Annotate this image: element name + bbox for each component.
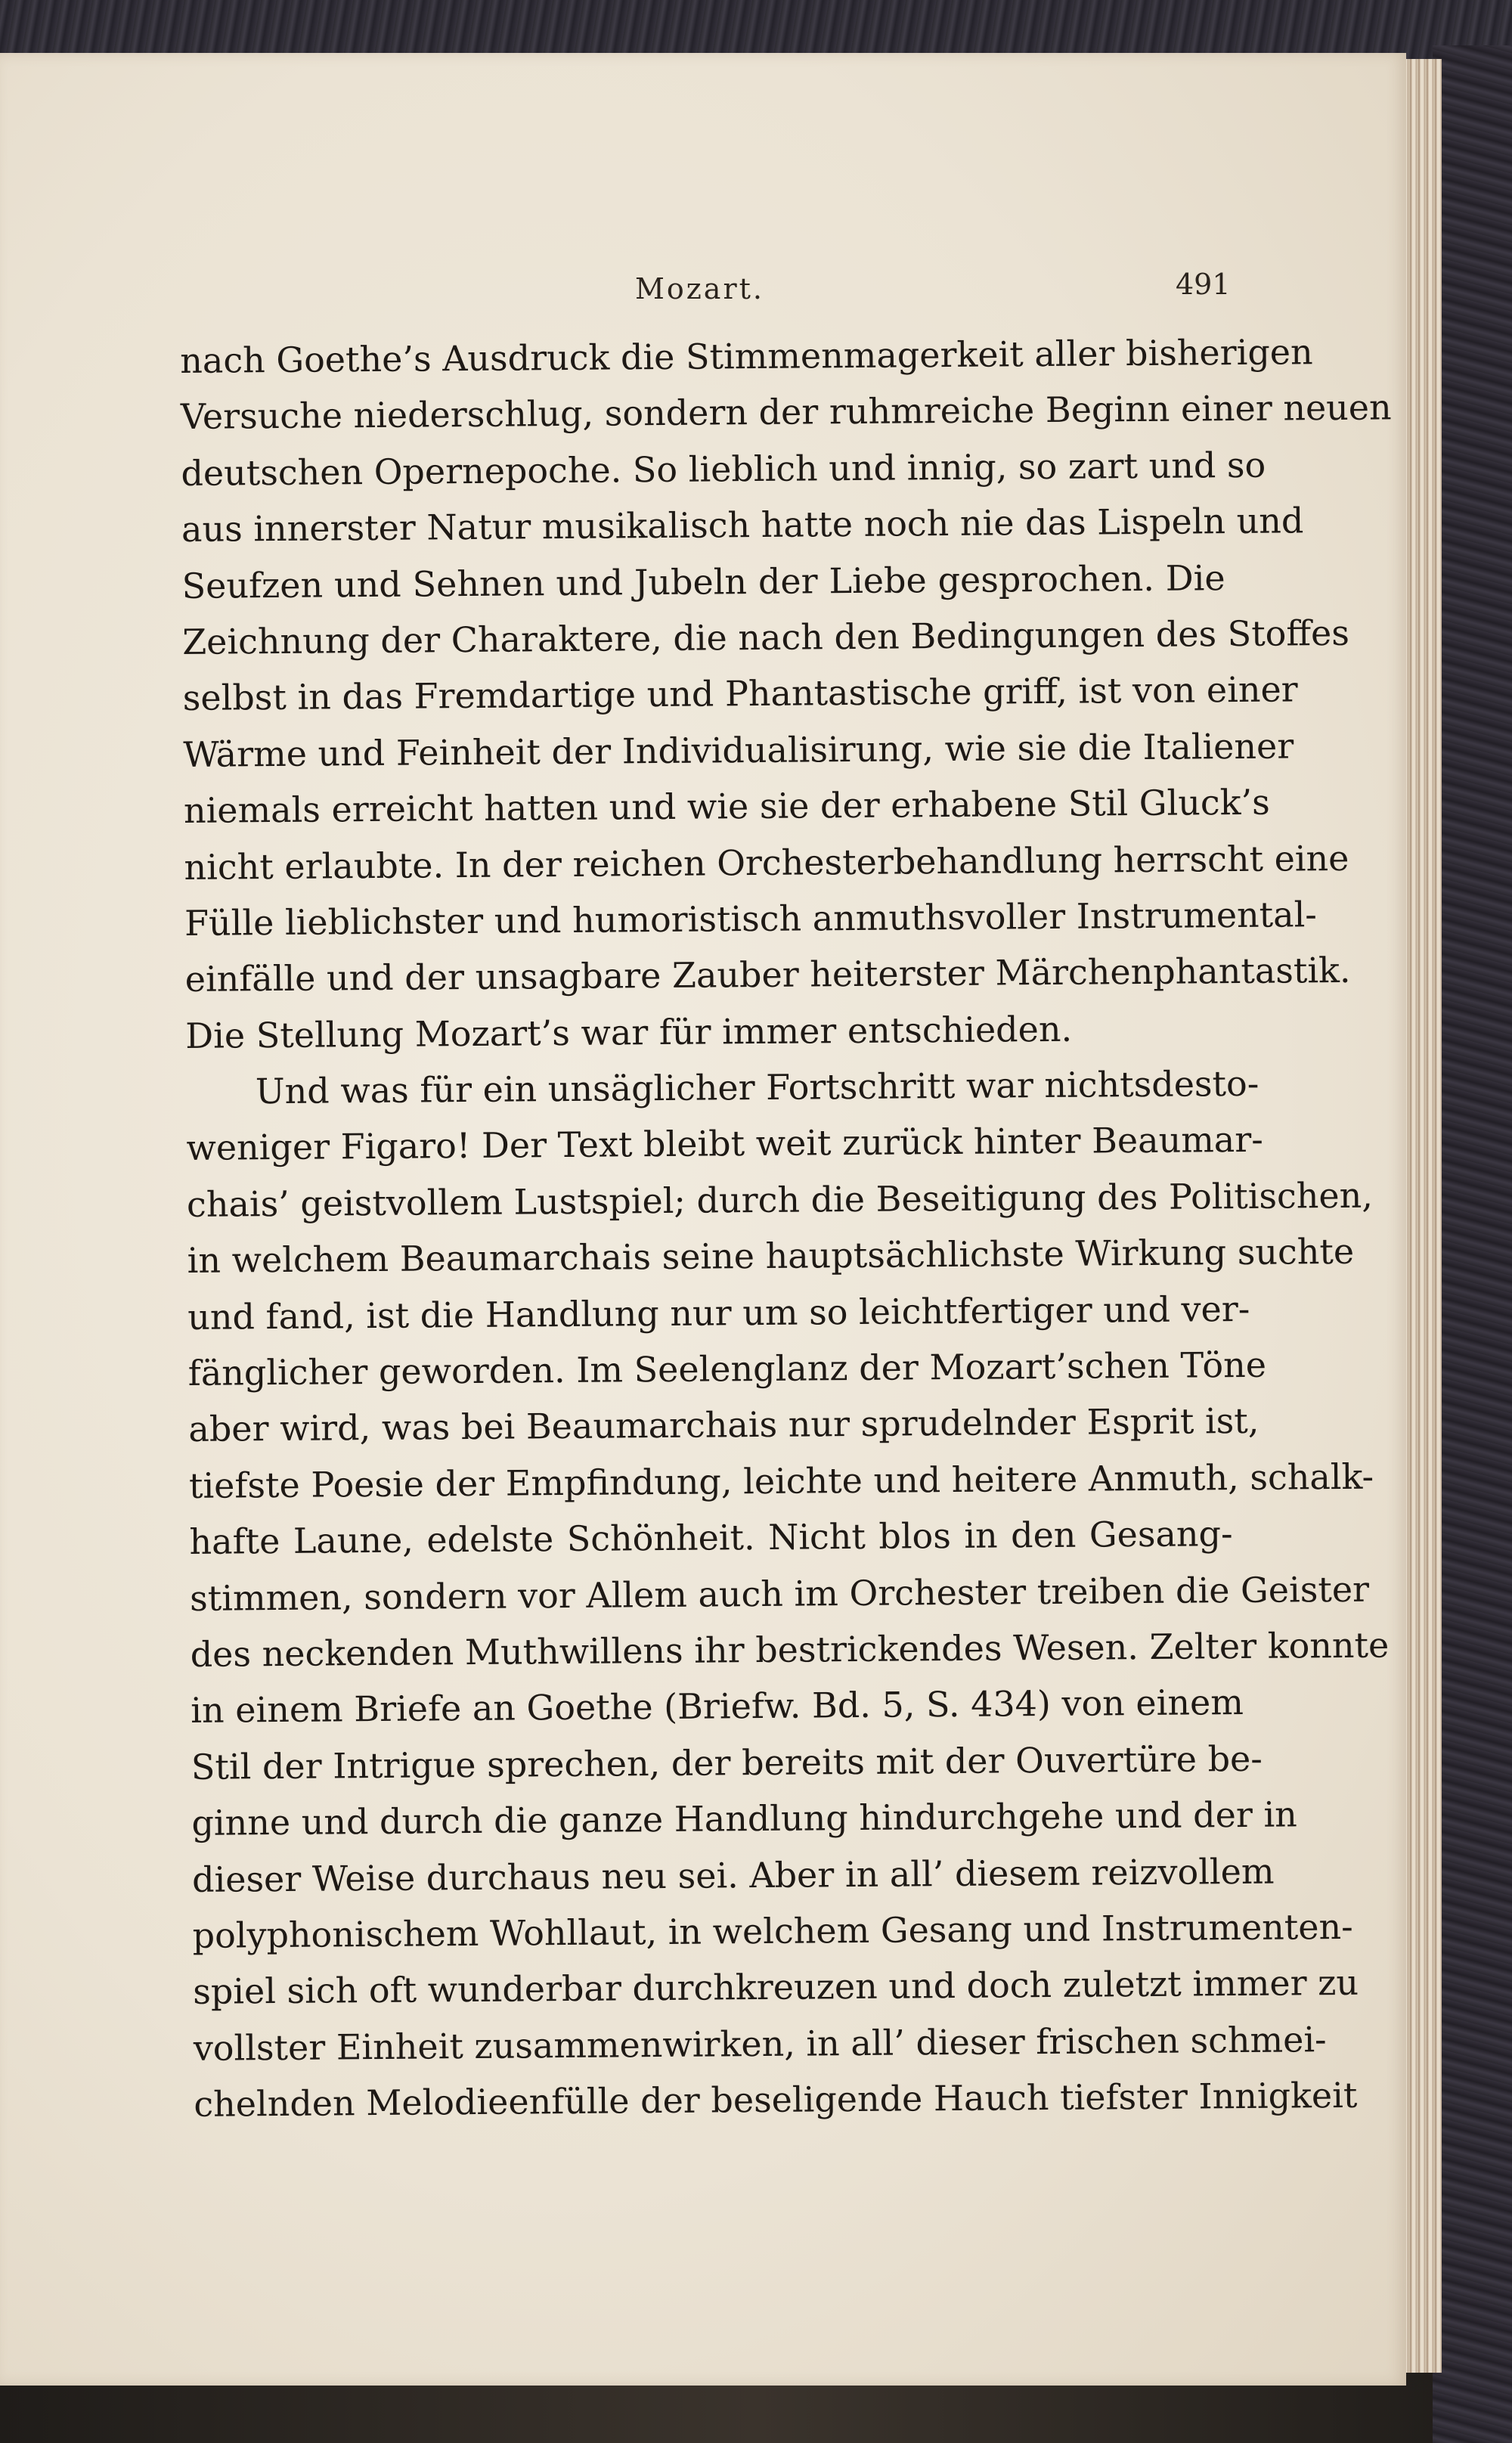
text-line: Versuche niederschlug, sondern der ruhmreiche Beginn einer neuen [180,386,1392,438]
text-line: Seufzen und Sehnen und Jubeln der Liebe gesprochen. Die [181,556,1225,606]
paragraph-end-line: Die Stellung Mozart’s war für immer entschieden. [185,1008,1073,1056]
page-header [0,268,1406,318]
text-line: fänglicher geworden. Im Seelenglanz der Mozart’schen Töne [187,1344,1267,1394]
paragraph-start-line: Und was für ein unsäglicher Fortschritt war nichtsdesto- [255,1062,1259,1112]
text-line: stimmen, sondern vor Allem auch im Orchester treiben die Geister [189,1568,1370,1619]
text-line: Wärme und Feinheit der Individualisirung, wie sie die Italiener [183,725,1294,775]
body-text [180,324,1392,2132]
text-line: ginne und durch die ganze Handlung hindurchgehe und der in [191,1793,1298,1844]
text-line: Stil der Intrigue sprechen, der bereits mit der Ouvertüre be- [191,1738,1263,1787]
text-line: vollster Einheit zusammenwirken, in all’ dieser frischen schmei- [193,2018,1327,2069]
book-page [0,53,1406,2386]
text-line: nicht erlaubte. In der reichen Orchesterbehandlung herrscht eine [184,837,1349,888]
text-line: niemals erreicht hatten und wie sie der erhabene Stil Gluck’s [183,781,1270,832]
text-line: einfälle und der unsagbare Zauber heiterster Märchenphantastik. [184,950,1351,1000]
text-line: und fand, ist die Handlung nur um so leichtfertiger und ver- [187,1288,1250,1338]
text-line: in welchem Beaumarchais seine hauptsächlichste Wirkung suchte [187,1231,1355,1282]
text-line: aber wird, was bei Beaumarchais nur sprudelnder Esprit ist, [188,1400,1259,1450]
text-line: in einem Briefe an Goethe (Briefw. Bd. 5, S. 434) von einem [191,1682,1244,1731]
text-line: hafte Laune, edelste Schönheit. Nicht blos in den Gesang- [189,1513,1233,1563]
text-line: selbst in das Fremdartige und Phantastische griff, ist von einer [182,668,1298,719]
text-line: nach Goethe’s Ausdruck die Stimmenmagerkeit aller bisherigen [180,331,1313,381]
page-number: 491 [1176,268,1231,301]
text-line: weniger Figaro! Der Text bleibt weit zurück hinter Beaumar- [186,1119,1263,1169]
text-line: tiefste Poesie der Empfindung, leichte und heitere Anmuth, schalk- [188,1456,1374,1506]
text-line: dieser Weise durchaus neu sei. Aber in all’ diesem reizvollem [191,1850,1275,1900]
text-line: polyphonischem Wohllaut, in welchem Gesang und Instrumenten- [192,1905,1353,1956]
text-line: Zeichnung der Charaktere, die nach den Bedingungen des Stoffes [181,612,1350,662]
text-line: deutschen Opernepoche. So lieblich und innig, so zart und so [181,444,1266,494]
running-title: Mozart. [635,272,764,305]
book-cover-right-edge [1433,45,1512,2443]
text-line: des neckenden Muthwillens ihr bestrickendes Wesen. Zelter konnte [190,1624,1390,1675]
page-block-edge [1402,59,1442,2373]
text-line: chelnden Melodieenfülle der beseligende Hauch tiefster Innigkeit [194,2074,1358,2125]
text-line: chais’ geistvollem Lustspiel; durch die Beseitigung des Politischen, [186,1174,1374,1225]
text-line: Fülle lieblichster und humoristisch anmuthsvoller Instrumental- [184,894,1318,944]
text-line: spiel sich oft wunderbar durchkreuzen und doch zuletzt immer zu [193,1962,1359,2013]
text-line: aus innerster Natur musikalisch hatte noch nie das Lispeln und [181,500,1304,550]
